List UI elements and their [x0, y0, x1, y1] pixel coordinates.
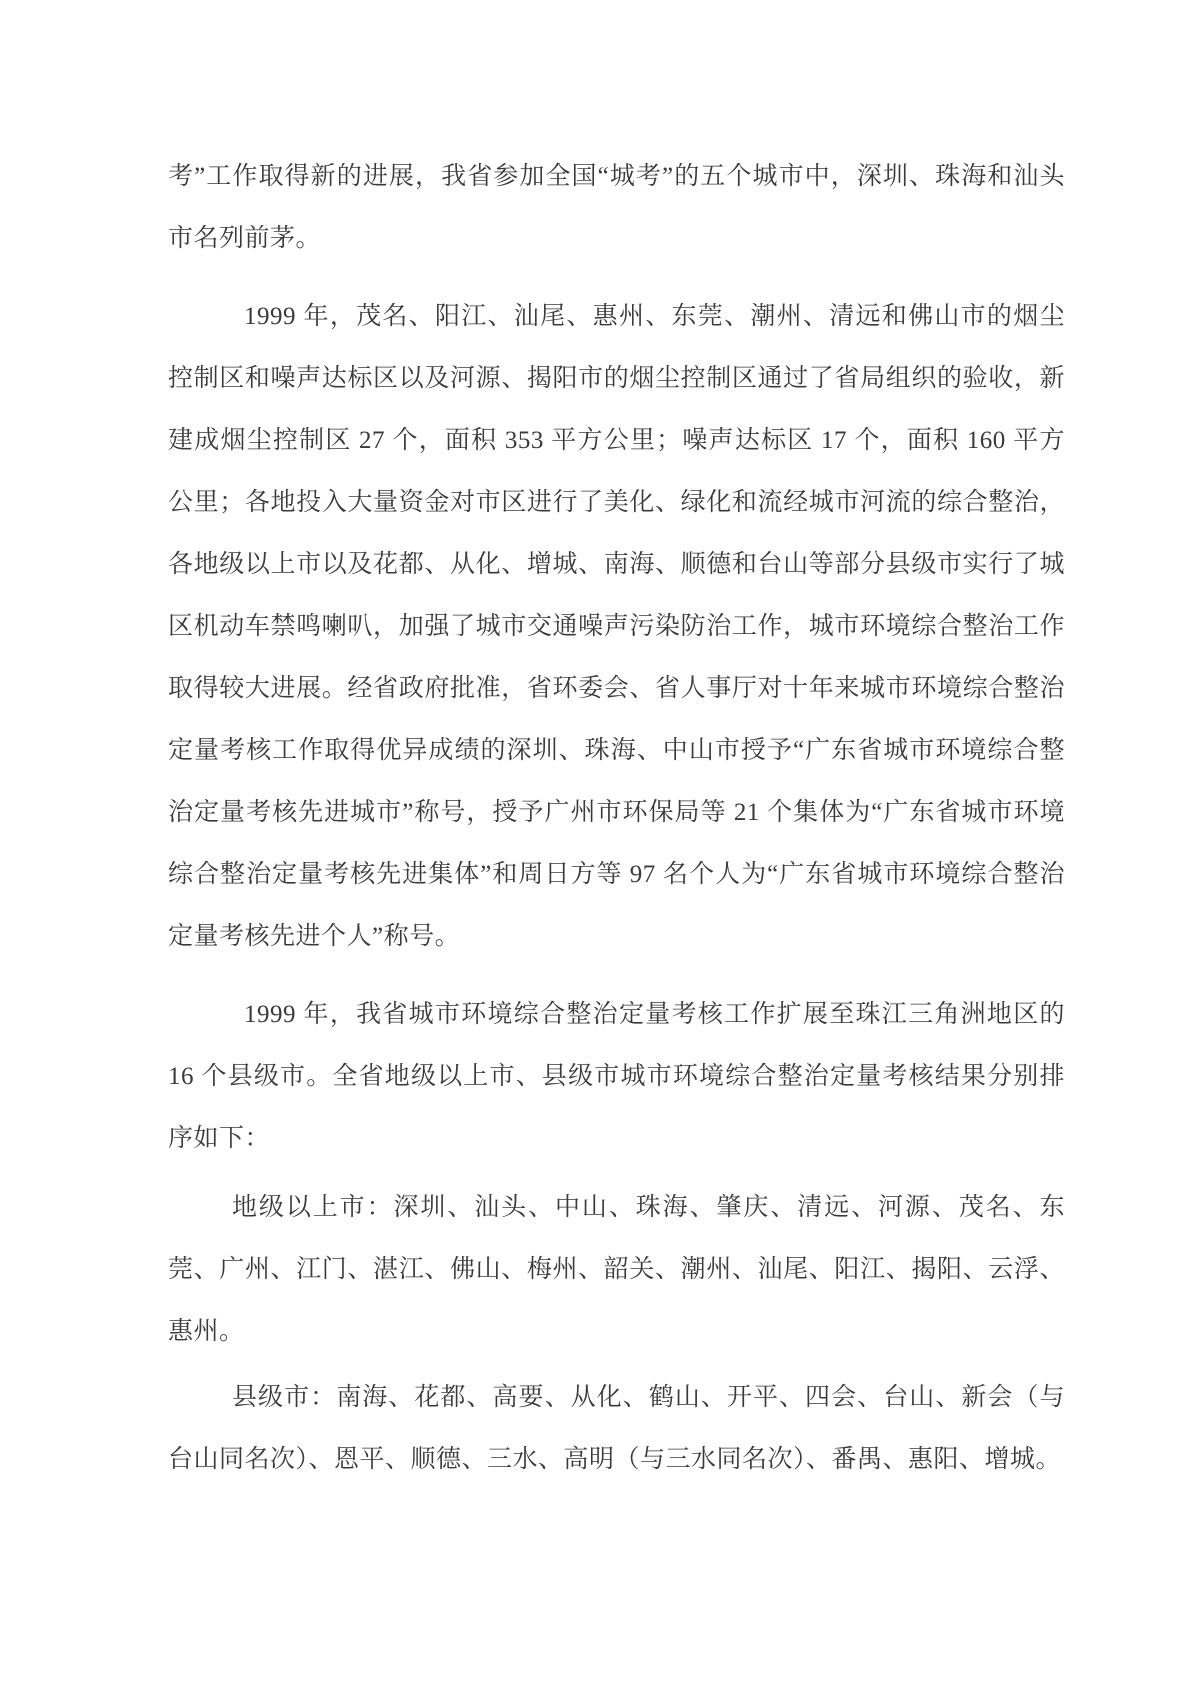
paragraph-prefecture-level-city-ranking: 地级以上市：深圳、汕头、中山、珠海、肇庆、清远、河源、茂名、东莞、广州、江门、湛江、佛山、梅州、韶关、潮州、汕尾、阳江、揭阳、云浮、惠州。 [168, 1194, 1065, 1345]
paragraph-county-level-city-ranking: 县级市：南海、花都、高要、从化、鹤山、开平、四会、台山、新会（与台山同名次）、恩平、顺德、三水、高明（与三水同名次）、番禺、惠阳、增城。 [168, 1384, 1065, 1473]
paragraph-continued-from-previous-page: 考”工作取得新的进展，我省参加全国“城考”的五个城市中，深圳、珠海和汕头市名列前茅。 [168, 163, 1065, 252]
paragraph-1999-control-zones: 1999 年，茂名、阳江、汕尾、惠州、东莞、潮州、清远和佛山市的烟尘控制区和噪声达标区以及河源、揭阳市的烟尘控制区通过了省局组织的验收，新建成烟尘控制区 27 个，面积 353 平方公里；噪声达标区 17 个，面积 160 平方公里；各地投入大量资金对市区进行了美化、绿化和流经城市河流的综合整治，各地级以上市以及花都、从化、增城、南海、顺德和台山等部分县级市实行了城区机动车禁鸣喇叭，加强了城市交通噪声污染防治工作，城市环境综合整治工作取得较大进展。经省政府批准，省环委会、省人事厅对十年来城市环境综合整治定量考核工作取得优异成绩的深圳、珠海、中山市授予“广东省城市环境综合整治定量考核先进城市”称号，授予广州市环保局等 21 个集体为“广东省城市环境综合整治定量考核先进集体”和周日方等 97 名个人为“广东省城市环境综合整治定量考核先进个人”称号。 [168, 303, 1065, 950]
paragraph-1999-assessment-expansion: 1999 年，我省城市环境综合整治定量考核工作扩展至珠江三角洲地区的 16 个县级市。全省地级以上市、县级市城市环境综合整治定量考核结果分别排序如下： [168, 1001, 1065, 1152]
